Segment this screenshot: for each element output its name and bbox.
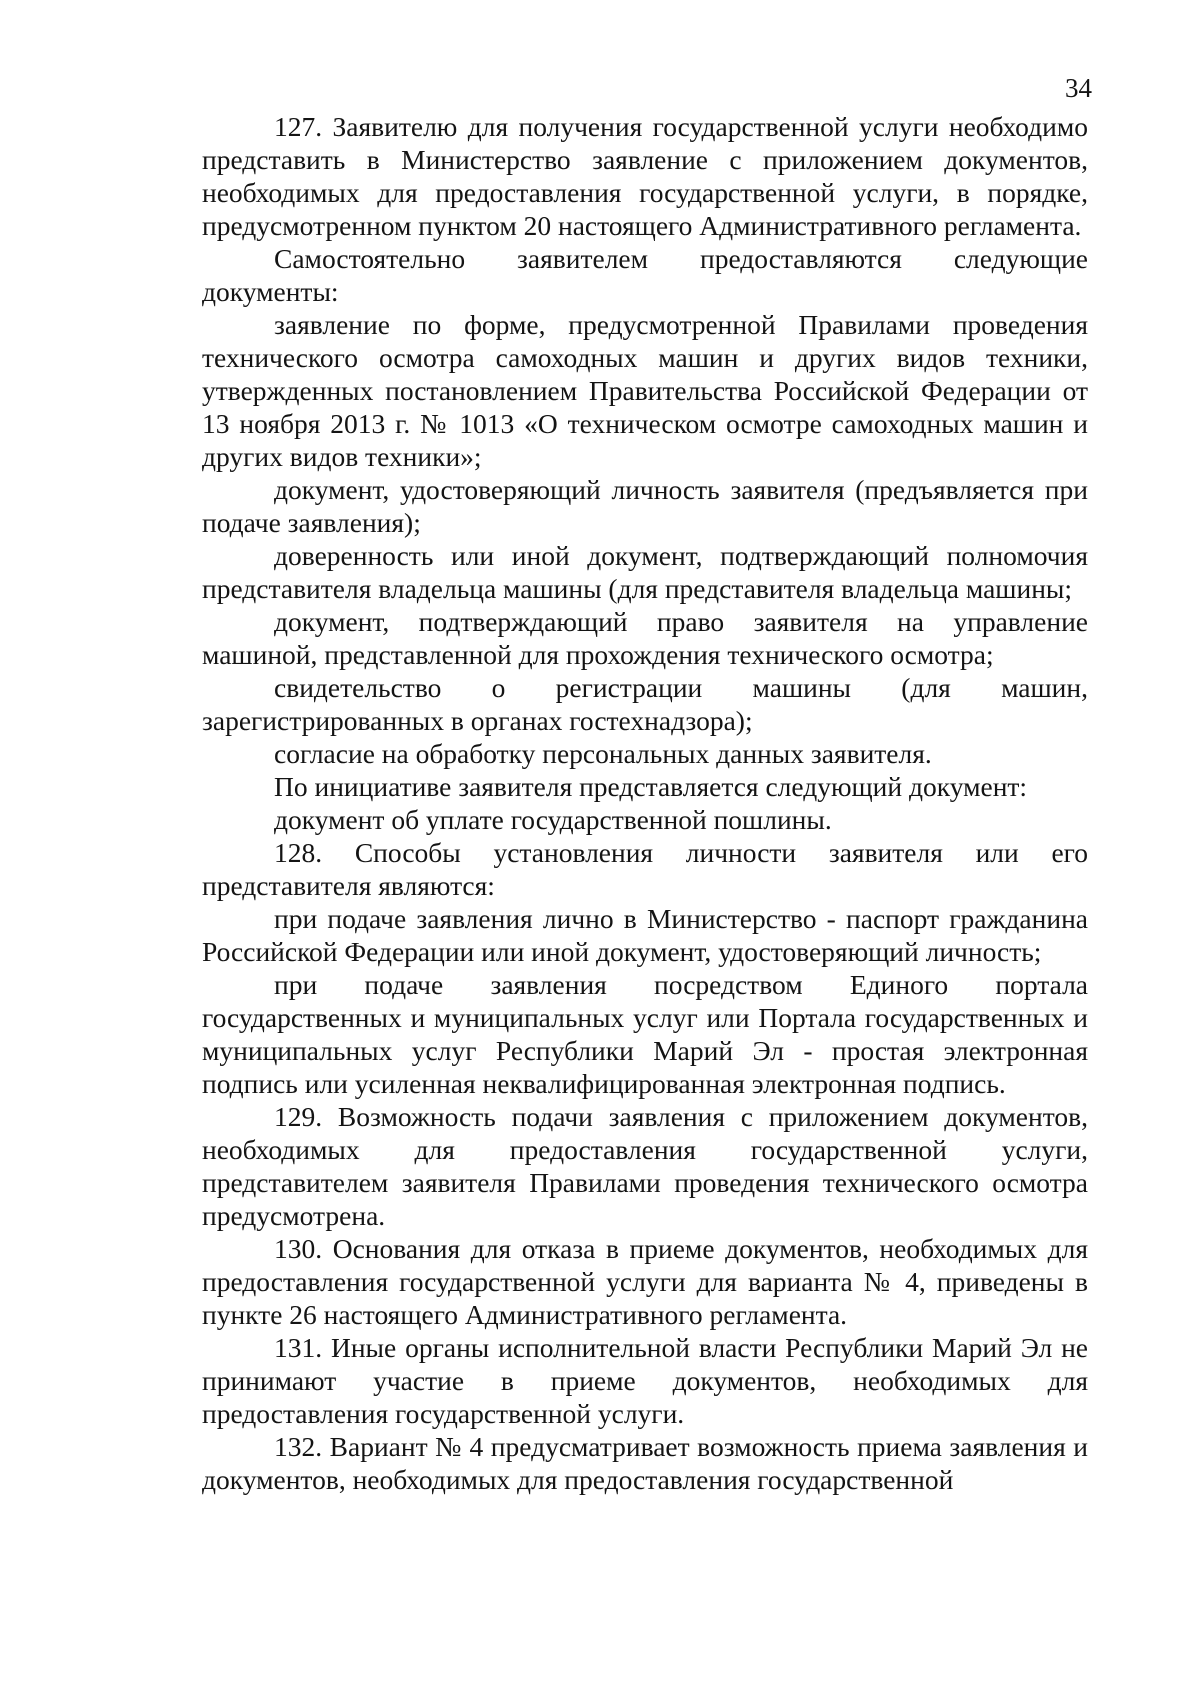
paragraph-self-submitted-heading: Самостоятельно заявителем предоставляются следующие документы: [202,243,1088,307]
list-item-identity-document: документ, удостоверяющий личность заявителя (предъявляется при подаче заявления); [202,474,1088,538]
paragraph-128: 128. Способы установления личности заявителя или его представителя являются: [202,837,1088,901]
paragraph-132: 132. Вариант № 4 предусматривает возможность приема заявления и документов, необходимых для предоставления государственной [202,1431,1088,1495]
list-item-fee-payment-document: документ об уплате государственной пошлины. [274,804,832,835]
page-number: 34 [1065,73,1092,103]
list-item-power-of-attorney: доверенность или иной документ, подтверждающий полномочия представителя владельца машины (для представителя владельца машины; [202,540,1088,604]
list-item-portal-identification: при подаче заявления посредством Единого портала государственных и муниципальных услуг или Портала государственных и муниципальных услуг Республики Марий Эл - простая электронная подпись или усиленная неквалифицированная электронная подпись. [202,969,1088,1099]
document-body [202,110,1088,1496]
paragraph-127: 127. Заявителю для получения государственной услуги необходимо представить в Министерство заявление с приложением документов, необходимых для предоставления государственной услуги, в порядке, предусмотренном пунктом 20 настоящего Административного регламента. [202,111,1088,241]
list-item-application-form: заявление по форме, предусмотренной Правилами проведения технического осмотра самоходных машин и других видов техники, утвержденных постановлением Правительства Российской Федерации от 13 ноября 2013 г. № 1013 «О техническом осмотре самоходных машин и других видов техники»; [202,309,1088,472]
list-item-registration-certificate: свидетельство о регистрации машины (для машин, зарегистрированных в органах гостехнадзора); [202,672,1088,736]
list-item-personal-data-consent: согласие на обработку персональных данных заявителя. [274,738,932,769]
list-item-in-person-identification: при подаче заявления лично в Министерство - паспорт гражданина Российской Федерации или иной документ, удостоверяющий личность; [202,903,1088,967]
paragraph-130: 130. Основания для отказа в приеме документов, необходимых для предоставления государственной услуги для варианта № 4, приведены в пункте 26 настоящего Административного регламента. [202,1233,1088,1330]
paragraph-optional-documents-heading: По инициативе заявителя представляется следующий документ: [274,771,1028,802]
paragraph-131: 131. Иные органы исполнительной власти Республики Марий Эл не принимают участие в приеме документов, необходимых для предоставления государственной услуги. [202,1332,1088,1429]
list-item-driving-right-document: документ, подтверждающий право заявителя на управление машиной, представленной для прохождения технического осмотра; [202,606,1088,670]
paragraph-129: 129. Возможность подачи заявления с приложением документов, необходимых для предоставления государственной услуги, представителем заявителя Правилами проведения технического осмотра предусмотрена. [202,1101,1088,1231]
